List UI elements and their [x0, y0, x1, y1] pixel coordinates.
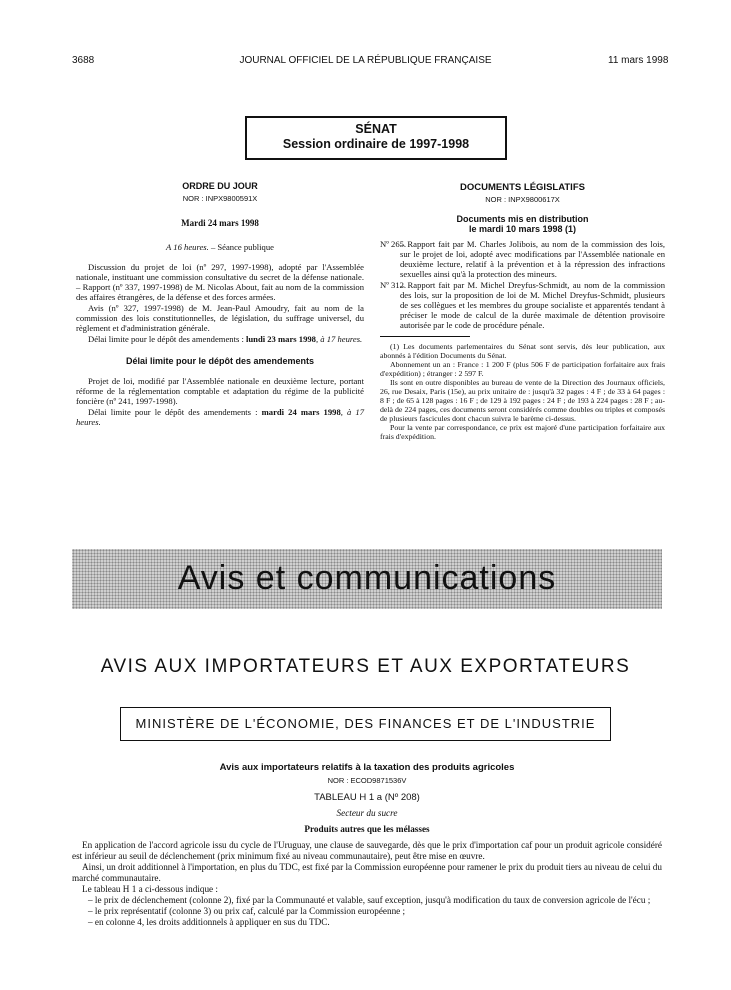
document-item-312: Nº 312. – Rapport fait par M. Michel Dreyfus-Schmidt, au nom de la commission des lois, sur la proposition de loi de M. Michel Dreyfus-Schmidt, plusieurs de ses collègues et les membres du groupe socialiste et apparentés tendant à préciser le mode de calcul de la durée maximale de détention provisoire autorisée par le code de procédure pénale. [380, 280, 665, 330]
delai-heading: Délai limite pour le dépôt des amendements [125, 356, 315, 366]
ministere-box: MINISTÈRE DE L'ÉCONOMIE, DES FINANCES ET DE L'INDUSTRIE [120, 707, 611, 741]
senat-box [245, 116, 507, 160]
bottom-paragraph-3: Le tableau H 1 a ci-dessous indique : [82, 884, 218, 894]
left-paragraph-4: Projet de loi, modifié par l'Assemblée nationale en deuxième lecture, portant réforme de la réglementation comptable et adaptation du régime de la publicité foncière (nº 241, 1997-1998). [76, 376, 364, 406]
left-paragraph-5: Délai limite pour le dépôt des amendements : mardi 24 mars 1998, à 17 heures. [76, 407, 364, 427]
footnotes [380, 342, 665, 441]
bottom-section [72, 762, 662, 928]
document-item-265: Nº 265. – Rapport fait par M. Charles Jolibois, au nom de la commission des lois, sur le projet de loi, adopté avec modifications par l'Assemblée nationale en deuxième lecture, relatif à la prévention et à la répression des infractions sexuelles ainsi qu'à la protection des mineurs. [380, 239, 665, 279]
documents-heading: DOCUMENTS LÉGISLATIFS [460, 182, 585, 193]
sitting-day: Mardi 24 mars 1998 [181, 218, 259, 228]
tableau-title: TABLEAU H 1 a (Nº 208) [314, 792, 420, 803]
left-paragraph-2: Avis (nº 327, 1997-1998) de M. Jean-Paul Amoudry, fait au nom de la commission des lois constitutionnelles, de législation, du suffrage universel, du règlement et d'administration générale. [76, 303, 364, 333]
avis-subtitle: Avis aux importateurs relatifs à la taxation des produits agricoles [219, 762, 515, 773]
senat-session: Session ordinaire de 1997-1998 [282, 137, 470, 151]
bottom-paragraph-1: En application de l'accord agricole issu du cycle de l'Uruguay, une clause de sauvegarde, dès que le prix d'importation caf pour un produit agricole considéré est inférieur au seuil de déclenchement (prix minimum fixé au niveau communautaire), peut être mise en œuvre. [72, 840, 662, 861]
left-column [76, 181, 364, 428]
footnote-1: (1) Les documents parlementaires du Sénat sont servis, dès leur publication, aux abonnés à l'édition Documents du Sénat. [380, 342, 665, 360]
list-item-3: – en colonne 4, les droits additionnels à appliquer en sus du TDC. [88, 917, 330, 927]
secteur: Secteur du sucre [336, 808, 398, 818]
header-date: 11 mars 1998 [608, 55, 669, 66]
page-number: 3688 [72, 55, 95, 66]
sitting-time: A 16 heures. [166, 242, 209, 252]
sitting-label: – Séance publique [210, 242, 274, 252]
bottom-nor: NOR : ECOD9871536V [327, 776, 407, 785]
footnote-2: Abonnement un an : France : 1 200 F (plus 506 F de participation forfaitaire aux frais d'expédition) ; étranger : 2 597 F. [380, 360, 665, 378]
right-nor: NOR : INPX9800617X [485, 195, 560, 204]
distribution-heading: Documents mis en distribution le mardi 10 mars 1998 (1) [456, 214, 589, 234]
left-paragraph-1: Discussion du projet de loi (nº 297, 1997-1998), adopté par l'Assemblée nationale, instituant une commission consultative du secret de la défense nationale. – Rapport (nº 337, 1997-1998) de M. Nicolas About, fait au nom de la commission des affaires étrangères, de la défense et des forces armées. [76, 262, 364, 302]
sitting-line [76, 242, 364, 252]
list-item-1: – le prix de déclenchement (colonne 2), fixé par la Communauté et valable, sauf exception, jusqu'à modification du taux de conversion agricole de l'écu ; [88, 895, 651, 905]
footnote-3: Ils sont en outre disponibles au bureau de vente de la Direction des Journaux officiels, 26, rue Desaix, Paris (15e), au prix unitaire de : jusqu'à 32 pages : 4 F ; de 33 à 64 pages : 8 F ; de 65 à 128 pages : 16 F ; de 129 à 192 pages : 24 F ; de 193 à 224 pages : 28 F ; au-delà de 224 pages, ces documents seront considérés comme doubles ou triples et composés de plusieurs fascicules dont chacun suivra le barème ci-dessus. [380, 378, 665, 423]
journal-title: JOURNAL OFFICIEL DE LA RÉPUBLIQUE FRANÇAISE [239, 55, 492, 66]
left-paragraph-3: Délai limite pour le dépôt des amendements : lundi 23 mars 1998, à 17 heures. [88, 334, 363, 344]
banner-title: Avis et communications [177, 559, 557, 597]
left-nor: NOR : INPX9800591X [182, 194, 258, 203]
bottom-paragraph-2: Ainsi, un droit additionnel à l'importation, en plus du TDC, est fixé par la Commission européenne pour ramener le prix du produit tiers au niveau de celui du marché communautaire. [72, 862, 662, 883]
avis-title: AVIS AUX IMPORTATEURS ET AUX EXPORTATEURS [100, 656, 631, 677]
footnote-divider [380, 336, 470, 337]
produits-heading: Produits autres que les mélasses [304, 824, 430, 834]
footnote-4: Pour la vente par correspondance, ce prix est majoré d'une participation forfaitaire aux frais d'expédition. [380, 423, 665, 441]
senat-title: SÉNAT [355, 122, 397, 136]
ordre-du-jour-heading: ORDRE DU JOUR [182, 181, 258, 191]
right-column [380, 183, 665, 441]
list-item-2: – le prix représentatif (colonne 3) ou prix caf, calculé par la Commission européenne ; [88, 906, 406, 916]
section-banner [72, 549, 662, 609]
